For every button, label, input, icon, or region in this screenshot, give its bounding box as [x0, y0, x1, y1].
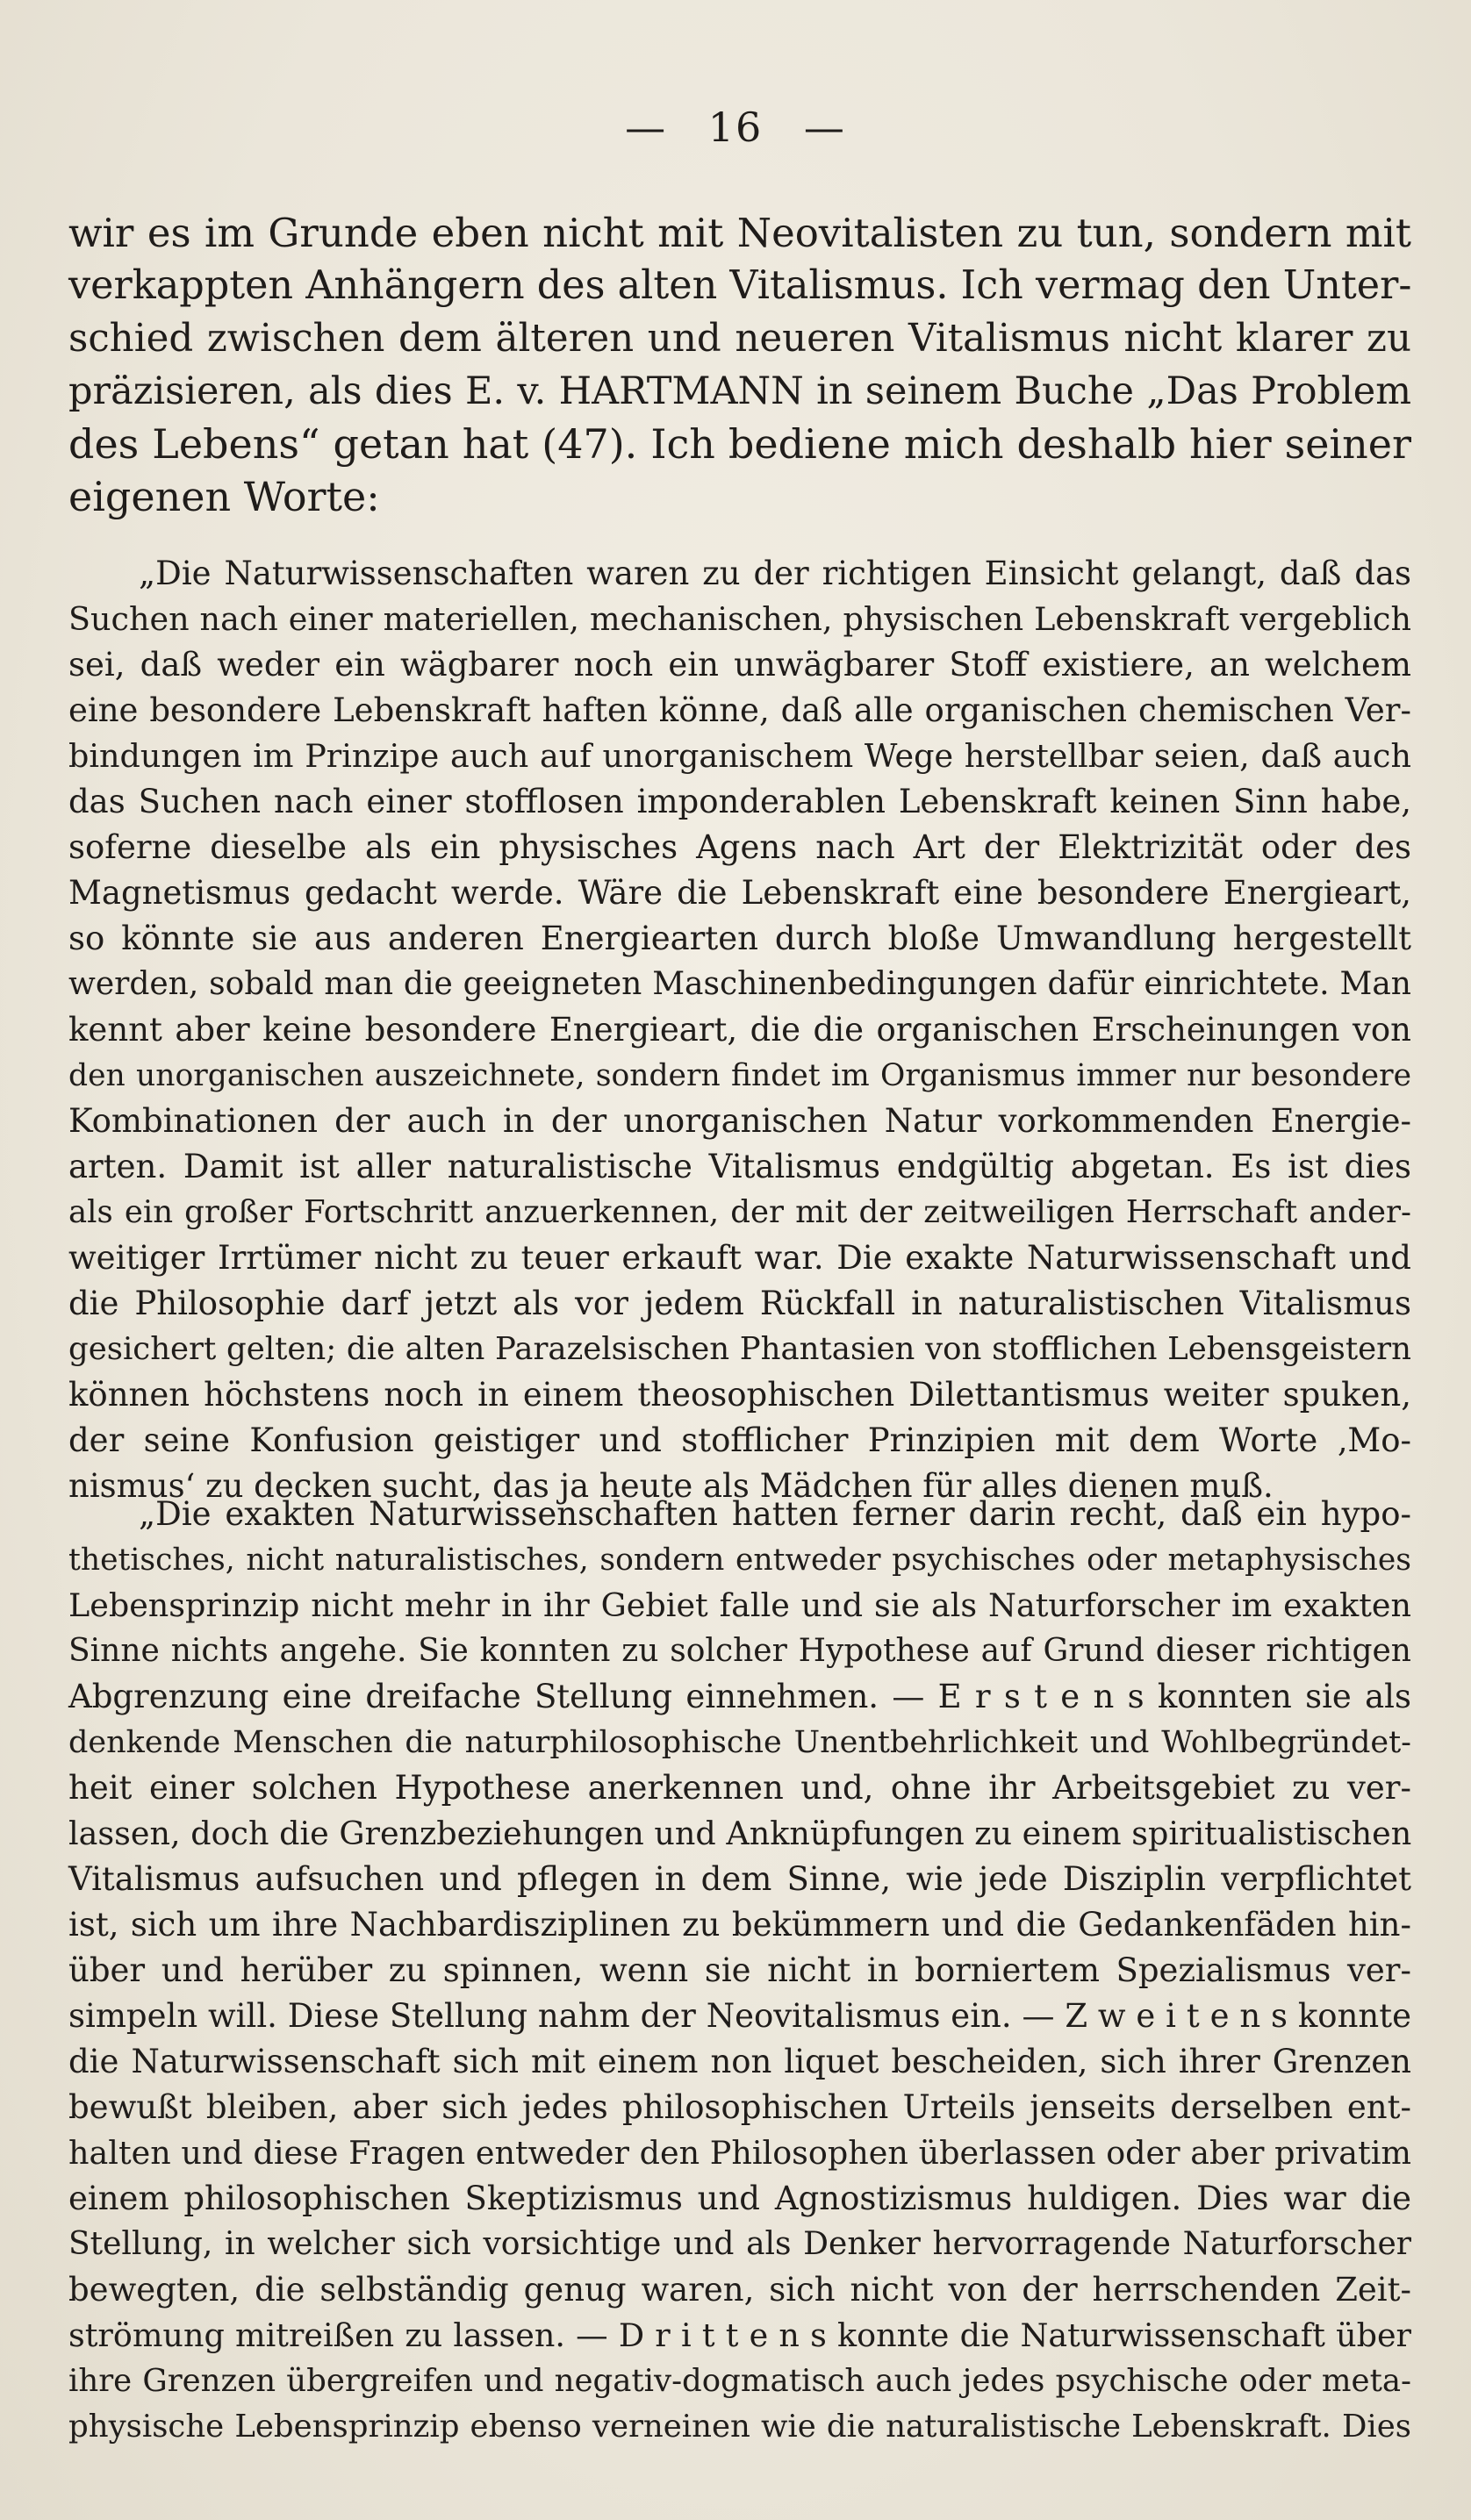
text-line: ihre Grenzen übergreifen und negativ-dogmatisch auch jedes psychische oder meta- — [68, 2363, 1411, 2399]
text-line: eigenen Worte: — [68, 473, 380, 520]
text-line: den unorganischen auszeichnete, sondern findet im Organismus immer nur besondere — [68, 1058, 1411, 1093]
text-line: simpeln will. Diese Stellung nahm der Neovitalismus ein. — Z w e i t e n s konnte — [68, 1997, 1411, 2035]
text-line: weitiger Irrtümer nicht zu teuer erkauft war. Die exakte Naturwissenschaft und — [68, 1239, 1411, 1277]
text-line: eine besondere Lebenskraft haften könne, daß alle organischen chemischen Ver- — [68, 691, 1411, 729]
text-line: einem philosophischen Skeptizismus und Agnostizismus huldigen. Dies war die — [68, 2180, 1411, 2217]
text-line: so könnte sie aus anderen Energiearten durch bloße Umwandlung hergestellt — [68, 920, 1411, 957]
text-line: die Philosophie darf jetzt als vor jedem Rückfall in naturalistischen Vitalismus — [68, 1285, 1411, 1322]
page-number: 16 — [707, 104, 764, 151]
text-line: Abgrenzung eine dreifache Stellung einnehmen. — E r s t e n s konnten sie als — [68, 1678, 1411, 1715]
text-line: arten. Damit ist aller naturalistische Vitalismus endgültig abgetan. Es ist dies — [68, 1148, 1411, 1185]
text-line: bindungen im Prinzipe auch auf unorganischem Wege herstellbar seien, daß auch — [68, 737, 1411, 775]
text-line: werden, sobald man die geeigneten Maschinenbedingungen dafür einrichtete. Man — [68, 966, 1411, 1002]
text-line: soferne dieselbe als ein physisches Agens nach Art der Elektrizität oder des — [68, 828, 1411, 866]
text-line: heit einer solchen Hypothese anerkennen und, ohne ihr Arbeitsgebiet zu ver- — [68, 1769, 1411, 1807]
text-line: ist, sich um ihre Nachbardisziplinen zu bekümmern und die Gedankenfäden hin- — [68, 1906, 1411, 1944]
text-line: können höchstens noch in einem theosophischen Dilettantismus weiter spuken, — [68, 1376, 1411, 1414]
text-line: die Naturwissenschaft sich mit einem non liquet bescheiden, sich ihrer Grenzen — [68, 2043, 1411, 2080]
text-line: Lebensprinzip nicht mehr in ihr Gebiet falle und sie als Naturforscher im exakten — [68, 1586, 1411, 1624]
text-line: präzisieren, als dies E. v. HARTMANN in seinem Buche „Das Problem — [68, 369, 1411, 413]
text-line: des Lebens“ getan hat (47). Ich bediene mich deshalb hier seiner — [68, 420, 1411, 468]
text-line: halten und diese Fragen entweder den Philosophen überlassen oder aber privatim — [68, 2134, 1411, 2172]
text-line: Vitalismus aufsuchen und pflegen in dem Sinne, wie jede Disziplin verpflichtet — [68, 1860, 1411, 1898]
quote-paragraph-1 — [68, 551, 1411, 1509]
text-line: Stellung, in welcher sich vorsichtige und als Denker hervorragende Naturforscher — [68, 2226, 1411, 2262]
dash-right: — — [803, 104, 846, 151]
text-line: thetisches, nicht naturalistisches, sondern entweder psychisches oder metaphysisches — [68, 1543, 1411, 1578]
text-line: über und herüber zu spinnen, wenn sie nicht in borniertem Spezialismus ver- — [68, 1951, 1411, 1989]
text-line: der seine Konfusion geistiger und stofflicher Prinzipien mit dem Worte ‚Mo- — [68, 1421, 1411, 1459]
text-line: das Suchen nach einer stofflosen imponderablen Lebenskraft keinen Sinn habe, — [68, 783, 1411, 820]
text-line: lassen, doch die Grenzbeziehungen und Anknüpfungen zu einem spiritualistischen — [68, 1815, 1412, 1852]
quote-paragraph-2 — [68, 1492, 1411, 2450]
text-line: kennt aber keine besondere Energieart, die die organischen Erscheinungen von — [68, 1011, 1411, 1049]
text-line: als ein großer Fortschritt anzuerkennen, der mit der zeitweiligen Herrschaft ander- — [68, 1194, 1411, 1230]
text-line: wir es im Grunde eben nicht mit Neovitalisten zu tun, sondern mit — [68, 210, 1411, 256]
text-line: gesichert gelten; die alten Parazelsischen Phantasien von stofflichen Lebensgeistern — [68, 1331, 1411, 1367]
text-line: physische Lebensprinzip ebenso verneinen wie die naturalistische Lebenskraft. Dies — [68, 2409, 1411, 2445]
text-line: verkappten Anhängern des alten Vitalismus. Ich vermag den Unter- — [68, 263, 1412, 308]
text-line: nismus‘ zu decken sucht, das ja heute als Mädchen für alles dienen muß. — [68, 1467, 1274, 1505]
text-line: Kombinationen der auch in der unorganischen Natur vorkommenden Energie- — [68, 1102, 1411, 1140]
text-line: Sinne nichts angehe. Sie konnten zu solcher Hypothese auf Grund dieser richtigen — [68, 1633, 1411, 1669]
text-line: Suchen nach einer materiellen, mechanischen, physischen Lebenskraft vergeblich — [68, 600, 1411, 638]
page-number-header — [0, 104, 1471, 151]
text-line: strömung mitreißen zu lassen. — D r i t t e n s konnte die Naturwissenschaft über — [68, 2316, 1411, 2354]
text-line: Magnetismus gedacht werde. Wäre die Lebenskraft eine besondere Energieart, — [68, 874, 1411, 912]
text-line: „Die exakten Naturwissenschaften hatten ferner darin recht, daß ein hypo- — [139, 1495, 1411, 1533]
text-line: sei, daß weder ein wägbarer noch ein unwägbarer Stoff existiere, an welchem — [68, 646, 1411, 684]
intro-paragraph — [68, 207, 1411, 523]
text-line: bewußt bleiben, aber sich jedes philosophischen Urteils jenseits derselben ent- — [68, 2088, 1411, 2126]
text-line: bewegten, die selbständig genug waren, sich nicht von der herrschenden Zeit- — [68, 2271, 1411, 2309]
text-line: denkende Menschen die naturphilosophische Unentbehrlichkeit und Wohlbegründet- — [68, 1725, 1411, 1760]
dash-left: — — [625, 104, 668, 151]
text-line: „Die Naturwissenschaften waren zu der richtigen Einsicht gelangt, daß das — [139, 555, 1411, 592]
text-line: schied zwischen dem älteren und neueren Vitalismus nicht klarer zu — [68, 317, 1411, 361]
